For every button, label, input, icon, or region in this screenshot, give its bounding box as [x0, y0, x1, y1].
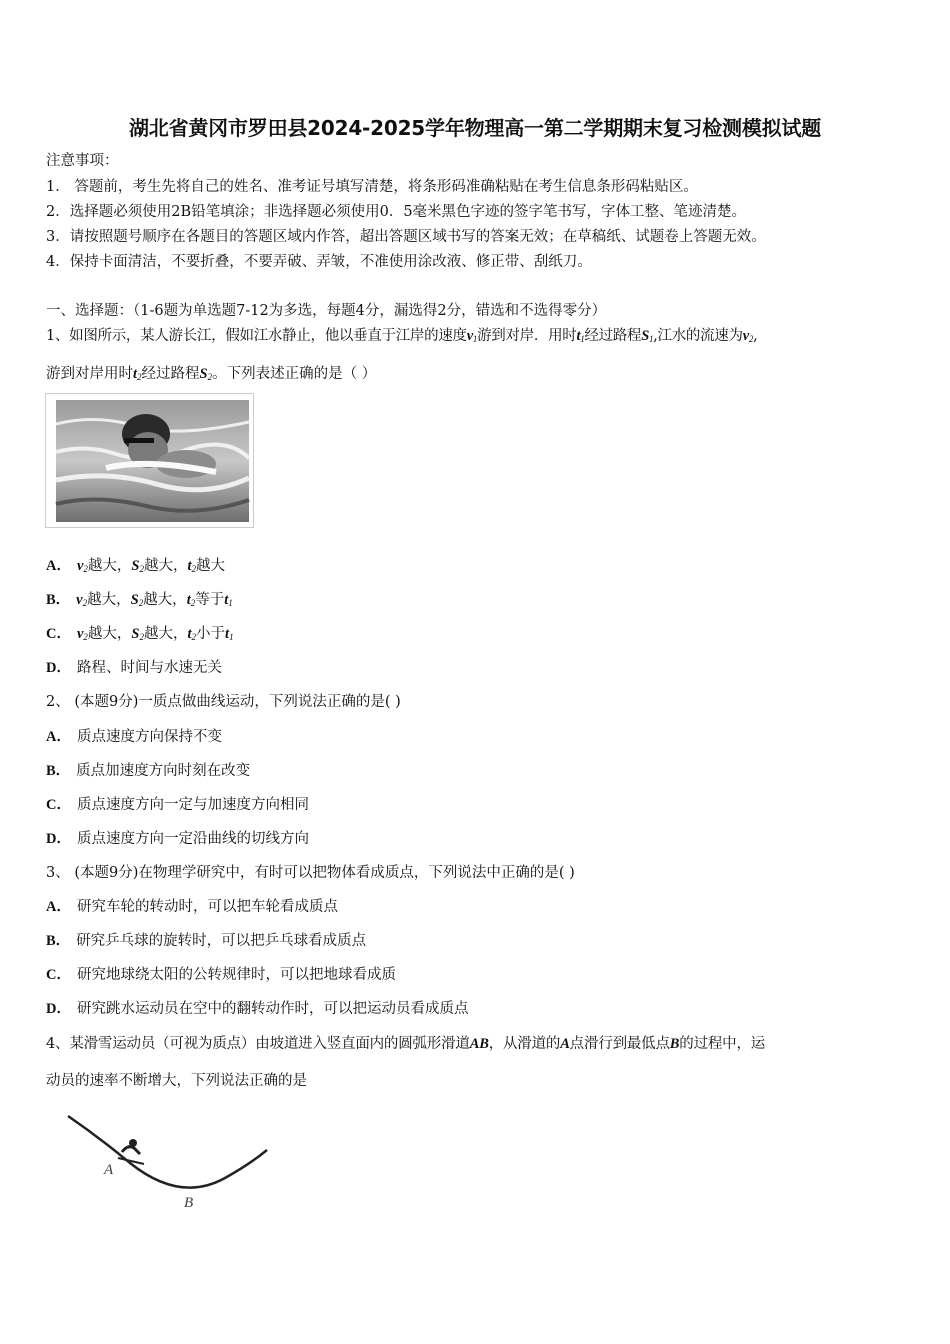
- q1-stem-line1: 1、如图所示，某人游长江，假如江水静止，他以垂直于江岸的速度$v_1$游到对岸．用时$t_1$经过路程$S_1$,江水的流速为$v_2$,: [46, 328, 758, 344]
- q2-option-b: B． 质点加速度方向时刻在改变: [46, 763, 251, 779]
- q3-option-d: D． 研究跳水运动员在空中的翻转动作时，可以把运动员看成质点: [46, 1001, 469, 1017]
- q3-option-c: C． 研究地球绕太阳的公转规律时，可以把地球看成质: [46, 967, 396, 983]
- page-title: 湖北省黄冈市罗田县2024-2025学年物理高一第二学期期末复习检测模拟试题: [128, 116, 822, 140]
- notice-item: 3．请按照题号顺序在各题目的答题区域内作答，超出答题区域书写的答案无效；在草稿纸、试题卷上答题无效。: [46, 229, 766, 245]
- q2-option-a: A． 质点速度方向保持不变: [46, 729, 222, 745]
- q4-stem-line2: 动员的速率不断增大，下列说法正确的是: [46, 1073, 307, 1089]
- notice-item: 1． 答题前，考生先将自己的姓名、准考证号填写清楚，将条形码准确粘贴在考生信息条形码粘贴区。: [46, 179, 698, 195]
- q1-option-a: A． $v_2$越大，$S_2$越大，$t_2$越大: [46, 558, 226, 574]
- swimmer-photo: [45, 393, 254, 528]
- notice-item: 4．保持卡面清洁，不要折叠，不要弄破、弄皱，不准使用涂改液、修正带、刮纸刀。: [46, 254, 592, 270]
- point-a-label: A: [104, 1162, 114, 1178]
- section-heading: 一、选择题：（1-6题为单选题7-12为多选，每题4分，漏选得2分，错选和不选得零分）: [46, 303, 607, 319]
- q1-stem-line2: 游到对岸用时$t_2$经过路程$S_2$。下列表述正确的是（ ）: [46, 366, 377, 382]
- point-b-label: B: [184, 1195, 194, 1211]
- notice-heading: 注意事项：: [46, 153, 119, 169]
- q2-option-c: C． 质点速度方向一定与加速度方向相同: [46, 797, 309, 813]
- q4-stem-line1: 4、某滑雪运动员（可视为质点）由坡道进入竖直面内的圆弧形滑道AB，从滑道的A点滑行到最低点B的过程中，运: [46, 1036, 766, 1052]
- q3-stem: 3、 (本题9分)在物理学研究中，有时可以把物体看成质点，下列说法中正确的是( ): [46, 865, 575, 881]
- q3-option-b: B． 研究乒乓球的旋转时，可以把乒乓球看成质点: [46, 933, 367, 949]
- q2-option-d: D． 质点速度方向一定沿曲线的切线方向: [46, 831, 309, 847]
- notice-item: 2．选择题必须使用2B铅笔填涂；非选择题必须使用0．5毫米黑色字迹的签字笔书写，字体工整、笔迹清楚。: [46, 204, 747, 220]
- q3-option-a: A． 研究车轮的转动时，可以把车轮看成质点: [46, 899, 338, 915]
- skier-icon: [118, 1139, 144, 1164]
- q2-stem: 2、 (本题9分)一质点做曲线运动，下列说法正确的是( ): [46, 694, 401, 710]
- ski-track-diagram: [60, 1108, 275, 1213]
- q1-option-d: D． 路程、时间与水速无关: [46, 660, 222, 676]
- q1-option-c: C． $v_2$越大，$S_2$越大，$t_2$小于$t_1$: [46, 626, 234, 642]
- q1-option-b: B． $v_2$越大，$S_2$越大，$t_2$等于$t_1$: [46, 592, 233, 608]
